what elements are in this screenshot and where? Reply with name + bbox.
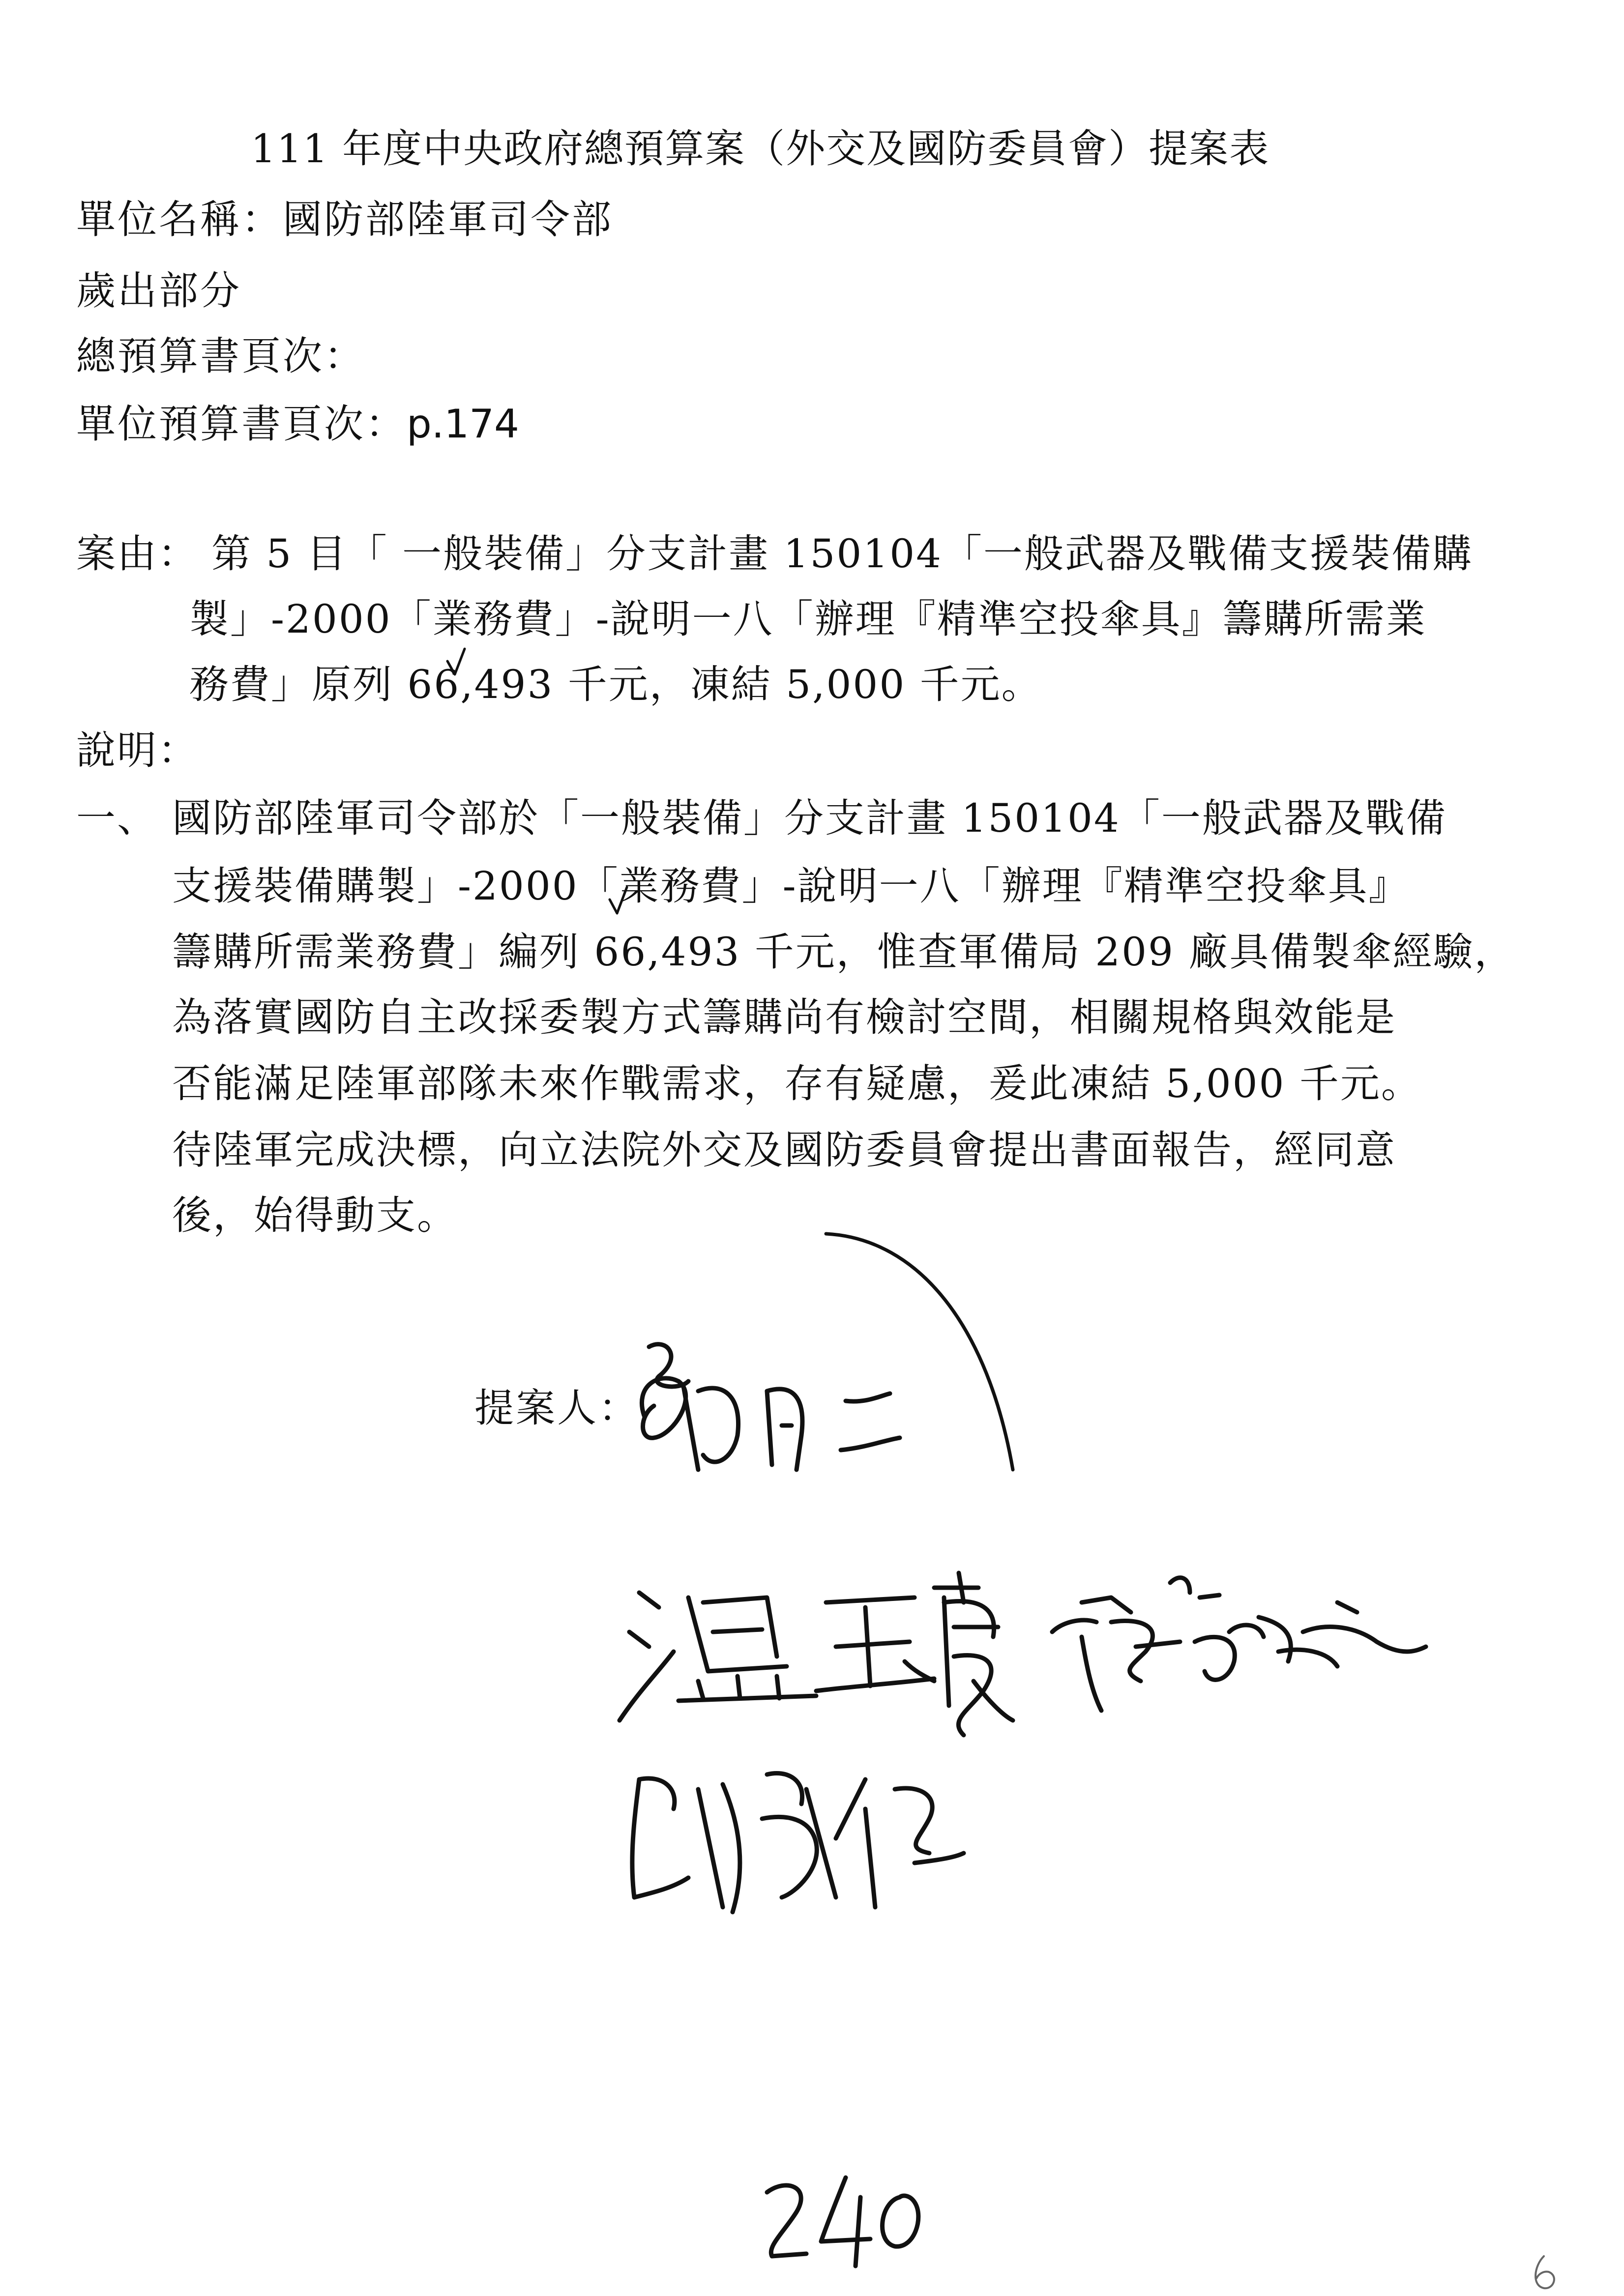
unit-budget-page-label: 單位預算書頁次： bbox=[76, 401, 407, 447]
item-number: 一、 bbox=[76, 795, 158, 841]
explanation-line-6: 待陸軍完成決標，向立法院外交及國防委員會提出書面報告，經同意 bbox=[172, 1127, 1396, 1173]
reason-line-3: 務費」原列 66,493 千元，凍結 5,000 千元。 bbox=[189, 662, 1042, 707]
explanation-line-3: 籌購所需業務費」編列 66,493 千元，惟查軍備局 209 廠具備製傘經驗， bbox=[172, 929, 1515, 975]
explanation-line-2: 支援裝備購製」-2000「業務費」-說明一八「辦理『精準空投傘具』 bbox=[172, 863, 1410, 909]
explanation-line-1: 國防部陸軍司令部於「一般裝備」分支計畫 150104「一般武器及戰備 bbox=[172, 795, 1447, 841]
corner-mark bbox=[1535, 2256, 1554, 2288]
unit-name: 單位名稱：國防部陸軍司令部 bbox=[76, 197, 613, 242]
page-number-handwritten bbox=[767, 2178, 918, 2266]
signature-4 bbox=[632, 1773, 964, 1913]
unit-budget-page-value: p.174 bbox=[407, 401, 519, 447]
explanation-line-7: 後，始得動支。 bbox=[172, 1192, 458, 1238]
reason-line-1: 第 5 目「 一般裝備」分支計畫 150104「一般武器及戰備支援裝備購 bbox=[211, 531, 1474, 577]
explanation-line-4: 為落實國防自主改採委製方式籌購尚有檢討空間，相關規格與效能是 bbox=[172, 994, 1396, 1040]
proposer-label: 提案人： bbox=[474, 1385, 640, 1431]
explanation-line-5: 否能滿足陸軍部隊未來作戰需求，存有疑慮，爰此凍結 5,000 千元。 bbox=[172, 1061, 1422, 1106]
signature-3 bbox=[1052, 1578, 1426, 1711]
document-title: 111 年度中央政府總預算案（外交及國防委員會）提案表 bbox=[251, 126, 1270, 172]
general-budget-page: 總預算書頁次： bbox=[76, 333, 365, 379]
reason-line-2: 製」-2000「業務費」-說明一八「辦理『精準空投傘具』籌購所需業 bbox=[189, 596, 1427, 642]
signature-2 bbox=[620, 1573, 1013, 1735]
signature-ink-arc bbox=[826, 1234, 1013, 1470]
explanation-label: 說明： bbox=[76, 727, 199, 773]
reason-label: 案由： bbox=[76, 531, 199, 577]
signature-1 bbox=[642, 1344, 900, 1470]
section-label: 歲出部分 bbox=[76, 268, 241, 314]
unit-budget-page bbox=[76, 392, 519, 449]
